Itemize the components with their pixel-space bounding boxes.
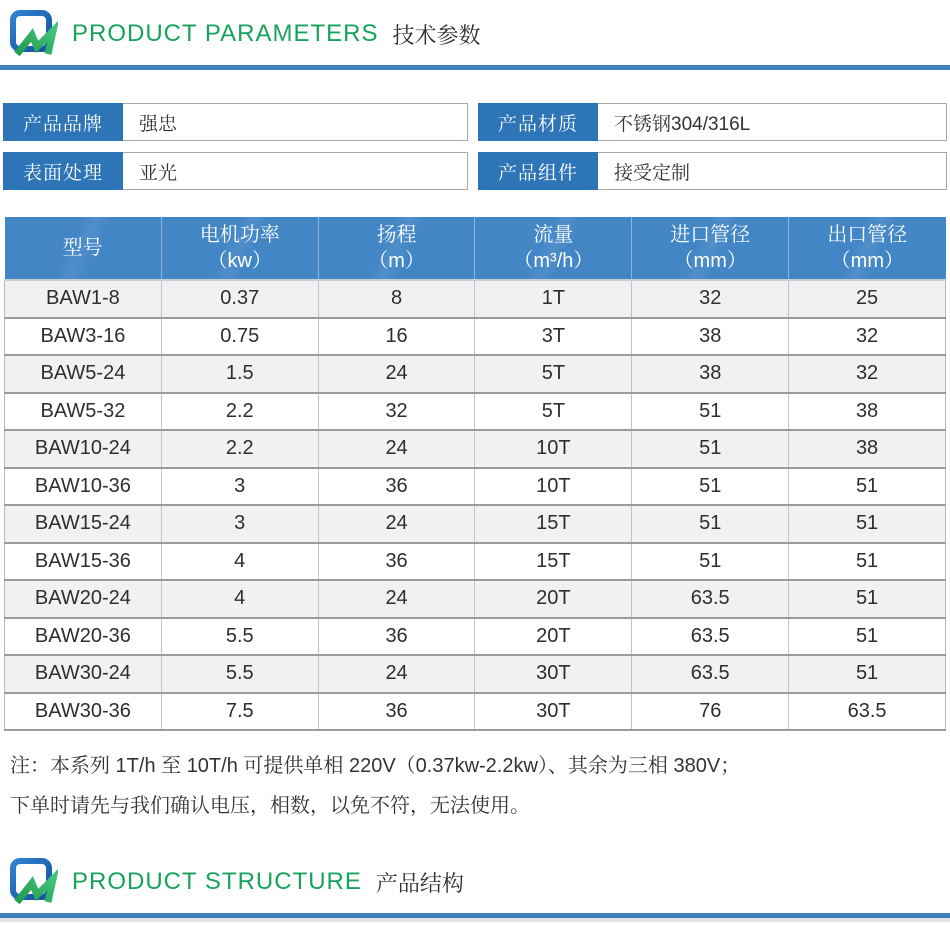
col-header-flow [475, 217, 632, 280]
col-header-model [5, 217, 162, 280]
model-cell: BAW15-36 [5, 543, 162, 581]
value-cell: 30T [475, 655, 632, 693]
model-cell: BAW30-36 [5, 693, 162, 731]
value-cell: 36 [318, 543, 475, 581]
spec-table [4, 217, 946, 731]
value-cell: 5.5 [161, 655, 318, 693]
value-cell: 5T [475, 393, 632, 431]
value-cell: 51 [789, 505, 946, 543]
table-row [5, 393, 946, 431]
value-cell: 63.5 [632, 580, 789, 618]
col-label: 流量 [533, 224, 574, 246]
table-row [5, 693, 946, 731]
value-cell: 51 [789, 468, 946, 506]
value-cell: 38 [632, 318, 789, 356]
value-cell: 32 [318, 393, 475, 431]
value-cell: 51 [632, 468, 789, 506]
model-cell: BAW5-32 [5, 393, 162, 431]
value-cell: 24 [318, 430, 475, 468]
info-row-components [478, 152, 947, 190]
value-cell: 15T [475, 543, 632, 581]
value-cell: 63.5 [789, 693, 946, 731]
model-cell: BAW5-24 [5, 355, 162, 393]
value-cell: 1.5 [161, 355, 318, 393]
voltage-note [0, 731, 950, 826]
value-cell: 63.5 [632, 655, 789, 693]
model-cell: BAW1-8 [5, 280, 162, 318]
value-cell: 0.37 [161, 280, 318, 318]
value-cell: 76 [632, 693, 789, 731]
value-cell: 24 [318, 655, 475, 693]
value-cell: 36 [318, 693, 475, 731]
note-line-1: 注：本系列 1T/h 至 10T/h 可提供单相 220V（0.37kw-2.2kw）、其余为三相 380V； [10, 755, 741, 777]
col-header-inlet [632, 217, 789, 280]
value-cell: 63.5 [632, 618, 789, 656]
value-cell: 32 [789, 318, 946, 356]
value-cell: 4 [161, 580, 318, 618]
value-cell: 3 [161, 505, 318, 543]
value-cell: 51 [789, 543, 946, 581]
value-cell: 51 [789, 655, 946, 693]
info-row-brand [3, 103, 468, 141]
col-unit: （m³/h） [513, 250, 594, 272]
col-header-power [161, 217, 318, 280]
value-cell: 8 [318, 280, 475, 318]
value-cell: 51 [632, 543, 789, 581]
table-row [5, 468, 946, 506]
info-label: 产品材质 [478, 103, 598, 141]
value-cell: 5T [475, 355, 632, 393]
value-cell: 15T [475, 505, 632, 543]
value-cell: 3 [161, 468, 318, 506]
col-unit: （m） [368, 250, 425, 272]
value-cell: 16 [318, 318, 475, 356]
table-row [5, 505, 946, 543]
table-row [5, 543, 946, 581]
model-cell: BAW20-24 [5, 580, 162, 618]
info-row-material [478, 103, 947, 141]
value-cell: 4 [161, 543, 318, 581]
value-cell: 38 [632, 355, 789, 393]
value-cell: 25 [789, 280, 946, 318]
value-cell: 36 [318, 618, 475, 656]
model-cell: BAW30-24 [5, 655, 162, 693]
spec-table-container [0, 190, 950, 731]
table-row [5, 318, 946, 356]
spec-table-head [5, 217, 946, 280]
table-row [5, 355, 946, 393]
value-cell: 7.5 [161, 693, 318, 731]
value-cell: 51 [632, 393, 789, 431]
header-row [5, 217, 946, 280]
value-cell: 51 [632, 430, 789, 468]
value-cell: 10T [475, 468, 632, 506]
info-value: 亚光 [123, 152, 468, 190]
structure-title-zh: 产品结构 [375, 870, 464, 896]
info-row-surface [3, 152, 468, 190]
col-unit: （kw） [207, 250, 272, 272]
value-cell: 2.2 [161, 430, 318, 468]
table-row [5, 430, 946, 468]
value-cell: 5.5 [161, 618, 318, 656]
note-line-2: 下单时请先与我们确认电压，相数，以免不符，无法使用。 [10, 795, 530, 817]
info-label: 产品品牌 [3, 103, 123, 141]
info-label: 表面处理 [3, 152, 123, 190]
info-value: 接受定制 [598, 152, 947, 190]
model-cell: BAW10-36 [5, 468, 162, 506]
value-cell: 1T [475, 280, 632, 318]
brand-logo-icon [8, 9, 58, 59]
value-cell: 10T [475, 430, 632, 468]
structure-section-header [0, 848, 950, 906]
col-label: 电机功率 [199, 224, 280, 246]
table-row [5, 280, 946, 318]
table-row [5, 655, 946, 693]
value-cell: 24 [318, 580, 475, 618]
model-cell: BAW3-16 [5, 318, 162, 356]
info-label: 产品组件 [478, 152, 598, 190]
parameters-title-en: PRODUCT PARAMETERS [72, 20, 379, 47]
value-cell: 24 [318, 355, 475, 393]
col-header-outlet [789, 217, 946, 280]
col-label: 型号 [62, 237, 103, 259]
product-info-grid [0, 70, 950, 190]
parameters-title-zh: 技术参数 [392, 22, 481, 48]
spec-table-body [5, 280, 946, 730]
value-cell: 51 [789, 580, 946, 618]
col-header-head [318, 217, 475, 280]
value-cell: 30T [475, 693, 632, 731]
col-label: 出口管径 [827, 224, 908, 246]
value-cell: 32 [632, 280, 789, 318]
model-cell: BAW10-24 [5, 430, 162, 468]
value-cell: 38 [789, 393, 946, 431]
model-cell: BAW20-36 [5, 618, 162, 656]
value-cell: 20T [475, 618, 632, 656]
info-value: 强忠 [123, 103, 468, 141]
bottom-strip [0, 918, 950, 922]
value-cell: 51 [632, 505, 789, 543]
value-cell: 24 [318, 505, 475, 543]
value-cell: 20T [475, 580, 632, 618]
value-cell: 0.75 [161, 318, 318, 356]
model-cell: BAW15-24 [5, 505, 162, 543]
value-cell: 2.2 [161, 393, 318, 431]
structure-title-en: PRODUCT STRUCTURE [72, 868, 362, 895]
value-cell: 38 [789, 430, 946, 468]
brand-logo-icon [8, 857, 58, 907]
col-unit: （mm） [673, 250, 747, 272]
table-row [5, 618, 946, 656]
value-cell: 36 [318, 468, 475, 506]
parameters-section-header [0, 0, 950, 58]
table-row [5, 580, 946, 618]
value-cell: 51 [789, 618, 946, 656]
col-label: 扬程 [376, 224, 417, 246]
col-unit: （mm） [830, 250, 904, 272]
col-label: 进口管径 [670, 224, 751, 246]
info-value: 不锈钢304/316L [598, 103, 947, 141]
value-cell: 3T [475, 318, 632, 356]
value-cell: 32 [789, 355, 946, 393]
